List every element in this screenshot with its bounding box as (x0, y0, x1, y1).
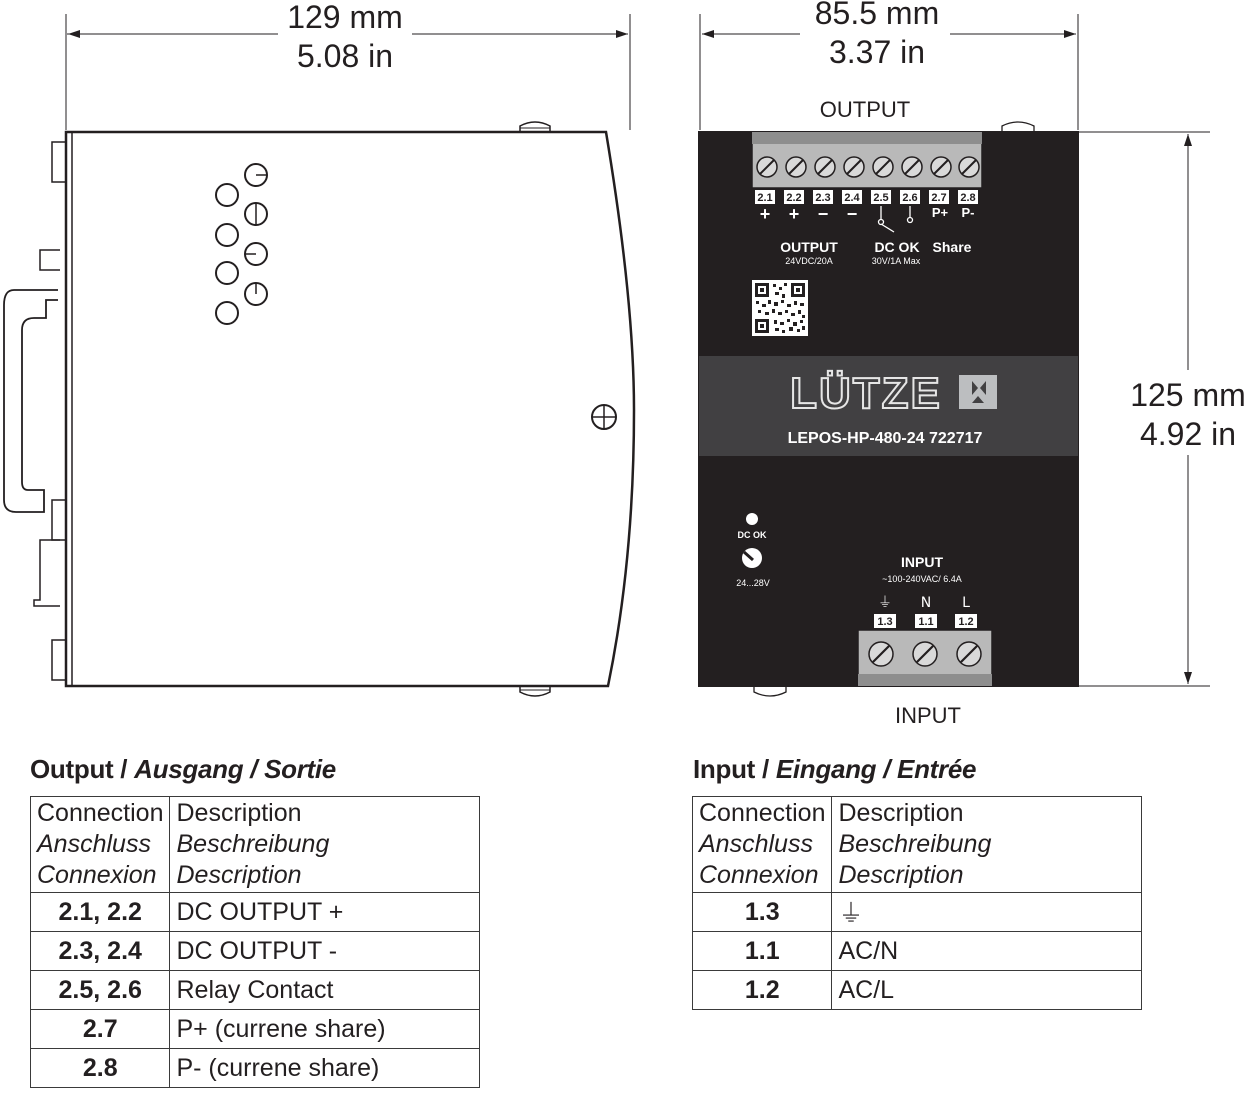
output-title-de-fr: Ausgang / Sortie (134, 754, 336, 784)
description-cell: AC/N (832, 932, 1142, 971)
output-table-title (30, 754, 336, 785)
description-cell: P- (currene share) (170, 1049, 480, 1088)
terminal-label: 2.7 (931, 192, 947, 204)
input-rating: ~100-240VAC/ 6.4A (882, 574, 962, 584)
terminal-label: 1.2 (958, 616, 974, 628)
input-table (692, 796, 1142, 1010)
connection-cell: 1.2 (693, 971, 832, 1010)
table-row (31, 971, 480, 1010)
height-mm-label: 125 mm (1130, 377, 1246, 413)
terminal-label: 2.8 (960, 192, 976, 204)
terminal-symbol: + (788, 204, 800, 224)
description-cell: P+ (currene share) (170, 1010, 480, 1049)
terminal-label: 2.5 (873, 192, 889, 204)
header-description: Description Beschreibung Description (832, 797, 1142, 893)
terminal-symbol: N (920, 595, 932, 611)
depth-mm-label: 85.5 mm (814, 0, 940, 31)
terminal-label: 2.6 (902, 192, 918, 204)
earth-icon: ⏚ (832, 893, 1142, 932)
brand-logo: LÜTZE (790, 369, 942, 418)
input-bottom-label: INPUT (895, 703, 961, 728)
input-title-en: Input / (693, 754, 776, 784)
description-cell: Relay Contact (170, 971, 480, 1010)
terminal-label: 2.2 (786, 192, 802, 204)
brand-logo-icon (959, 375, 997, 409)
table-row (693, 893, 1142, 932)
output-rating: 24VDC/20A (785, 256, 833, 266)
terminal-symbol: − (817, 204, 829, 224)
connection-cell: 2.5, 2.6 (31, 971, 170, 1010)
voltage-adjust-pot-icon[interactable] (742, 548, 762, 568)
output-top-label: OUTPUT (819, 97, 911, 122)
terminal-label: 1.3 (877, 616, 893, 628)
input-title: INPUT (901, 554, 943, 570)
earth-icon: ⏚ (878, 595, 892, 611)
pot-label: 24...28V (736, 578, 770, 588)
connection-cell: 1.1 (693, 932, 832, 971)
terminal-label: 2.3 (815, 192, 831, 204)
terminal-symbol: P- (961, 205, 975, 220)
table-row (693, 932, 1142, 971)
table-row (693, 971, 1142, 1010)
connection-cell: 1.3 (693, 893, 832, 932)
description-cell: DC OUTPUT + (170, 893, 480, 932)
depth-in-label: 3.37 in (828, 34, 926, 70)
output-table (30, 796, 480, 1088)
output-title-en: Output / (30, 754, 135, 784)
height-in-label: 4.92 in (1139, 416, 1237, 452)
share-title: Share (932, 239, 972, 255)
header-connection: Connection Anschluss Connexion (693, 797, 832, 893)
width-mm-label: 129 mm (287, 0, 403, 35)
model-label: LEPOS-HP-480-24 722717 (787, 430, 983, 447)
terminal-label: 2.4 (844, 192, 860, 204)
input-title-de-fr: Eingang / Entrée (775, 754, 977, 784)
description-cell: DC OUTPUT - (170, 932, 480, 971)
qr-code-icon (752, 280, 808, 336)
table-row (31, 1010, 480, 1049)
input-table-title (693, 754, 976, 785)
connection-cell: 2.8 (31, 1049, 170, 1088)
width-in-label: 5.08 in (296, 38, 394, 74)
connection-cell: 2.1, 2.2 (31, 893, 170, 932)
dcok-title: DC OK (874, 239, 920, 255)
terminal-label: 1.1 (918, 616, 934, 628)
table-header-row (31, 797, 480, 893)
front-view (699, 132, 1078, 686)
table-row (31, 893, 480, 932)
dc-ok-led-icon (746, 513, 758, 525)
header-description: Description Beschreibung Description (170, 797, 480, 893)
led-label: DC OK (737, 530, 767, 540)
side-view (4, 14, 634, 696)
terminal-symbol: − (846, 204, 858, 224)
connection-cell: 2.7 (31, 1010, 170, 1049)
header-connection: Connection Anschluss Connexion (31, 797, 170, 893)
description-cell: AC/L (832, 971, 1142, 1010)
terminal-symbol: + (759, 204, 771, 224)
output-title: OUTPUT (780, 239, 838, 255)
terminal-symbol: L (962, 595, 970, 611)
terminal-label: 2.1 (757, 192, 773, 204)
terminal-symbol: P+ (931, 205, 949, 220)
table-row (31, 1049, 480, 1088)
connection-cell: 2.3, 2.4 (31, 932, 170, 971)
input-terminal-block (858, 630, 992, 686)
table-header-row (693, 797, 1142, 893)
table-row (31, 932, 480, 971)
dcok-rating: 30V/1A Max (871, 256, 921, 266)
